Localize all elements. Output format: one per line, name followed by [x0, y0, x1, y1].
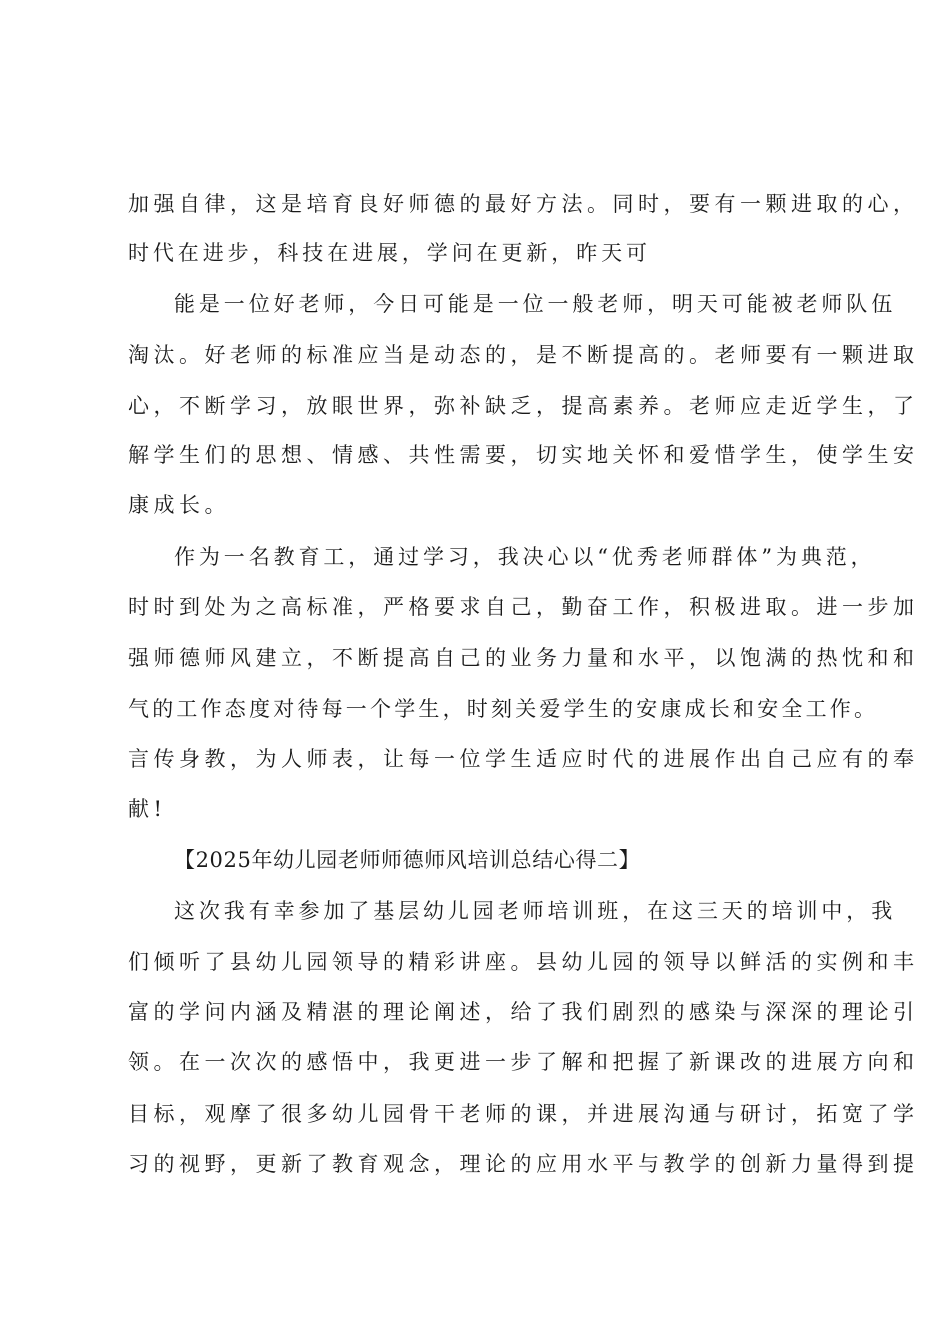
text-line: 心，不断学习，放眼世界，弥补缺乏，提高素养。老师应走近学生，了 — [128, 394, 919, 418]
paragraph-start-line: 能是一位好老师，今日可能是一位一般老师，明天可能被老师队伍 — [174, 292, 897, 316]
text-line: 富的学问内涵及精湛的理论阐述，给了我们剧烈的感染与深深的理论引 — [128, 1000, 919, 1024]
text-line: 习的视野，更新了教育观念，理论的应用水平与教学的创新力量得到提 — [128, 1152, 919, 1176]
text-line: 气的工作态度对待每一个学生，时刻关爱学生的安康成长和安全工作。 — [128, 697, 879, 721]
text-line: 们倾听了县幼儿园领导的精彩讲座。县幼儿园的领导以鲜活的实例和丰 — [128, 950, 919, 974]
text-line: 时时到处为之高标准，严格要求自己，勤奋工作，积极进取。进一步加 — [128, 595, 919, 619]
text-line: 加强自律，这是培育良好师德的最好方法。同时，要有一颗进取的心， — [128, 192, 919, 216]
text-line: 强师德师风建立，不断提高自己的业务力量和水平，以饱满的热忱和和 — [128, 646, 919, 670]
text-line: 领。在一次次的感悟中，我更进一步了解和把握了新课改的进展方向和 — [128, 1050, 919, 1074]
text-line: 康成长。 — [128, 493, 230, 517]
paragraph-start-line: 作为一名教育工，通过学习，我决心以“优秀老师群体”为典范， — [174, 545, 876, 569]
text-line: 目标，观摩了很多幼儿园骨干老师的课，并进展沟通与研讨，拓宽了学 — [128, 1102, 919, 1126]
text-line: 淘汰。好老师的标准应当是动态的，是不断提高的。老师要有一颗进取 — [128, 343, 919, 367]
text-line: 言传身教，为人师表，让每一位学生适应时代的进展作出自己应有的奉 — [128, 747, 919, 771]
text-line: 解学生们的思想、情感、共性需要，切实地关怀和爱惜学生，使学生安 — [128, 443, 919, 467]
text-line: 时代在进步，科技在进展，学问在更新，昨天可 — [128, 241, 651, 265]
text-line: 献! — [128, 797, 167, 821]
section-heading: 【2025年幼儿园老师师德师风培训总结心得二】 — [174, 848, 641, 872]
paragraph-start-line: 这次我有幸参加了基层幼儿园老师培训班，在这三天的培训中，我 — [174, 899, 897, 923]
